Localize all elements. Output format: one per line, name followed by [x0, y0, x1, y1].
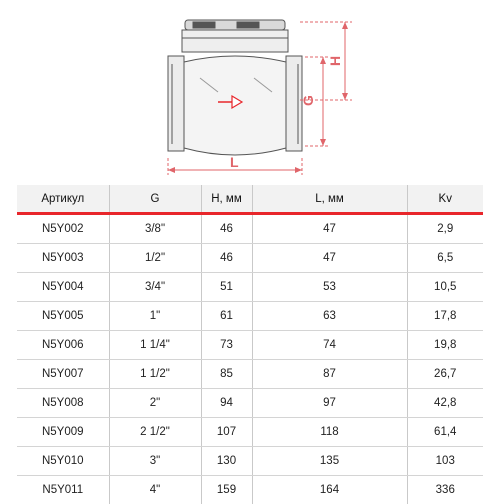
column-header-article: Артикул — [17, 185, 109, 214]
table-row — [17, 214, 483, 244]
cell-kv: 6,5 — [407, 244, 483, 273]
cell-article: N5Y007 — [17, 360, 109, 389]
cell-kv: 2,9 — [407, 214, 483, 244]
cell-h: 73 — [201, 331, 252, 360]
cell-l: 135 — [252, 447, 407, 476]
table-row — [17, 331, 483, 360]
valve-body — [168, 20, 302, 155]
cell-g: 3/8" — [109, 214, 201, 244]
cell-kv: 42,8 — [407, 389, 483, 418]
cell-l: 87 — [252, 360, 407, 389]
cell-kv: 19,8 — [407, 331, 483, 360]
cell-g: 4" — [109, 476, 201, 504]
cell-kv: 17,8 — [407, 302, 483, 331]
cell-h: 85 — [201, 360, 252, 389]
cell-kv: 336 — [407, 476, 483, 504]
cell-h: 46 — [201, 214, 252, 244]
cell-l: 53 — [252, 273, 407, 302]
cell-kv: 26,7 — [407, 360, 483, 389]
cell-h: 130 — [201, 447, 252, 476]
cell-h: 51 — [201, 273, 252, 302]
cell-l: 164 — [252, 476, 407, 504]
cell-kv: 10,5 — [407, 273, 483, 302]
column-header-l: L, мм — [252, 185, 407, 214]
valve-drawing — [0, 0, 500, 185]
cell-h: 159 — [201, 476, 252, 504]
table-header-row — [17, 185, 483, 214]
length-label: L — [230, 154, 239, 170]
cell-kv: 103 — [407, 447, 483, 476]
cell-g: 3" — [109, 447, 201, 476]
cell-article: N5Y010 — [17, 447, 109, 476]
table-row — [17, 447, 483, 476]
cell-kv: 61,4 — [407, 418, 483, 447]
cell-article: N5Y011 — [17, 476, 109, 504]
column-header-h: H, мм — [201, 185, 252, 214]
cell-article: N5Y002 — [17, 214, 109, 244]
table-row — [17, 389, 483, 418]
cell-h: 46 — [201, 244, 252, 273]
cell-h: 94 — [201, 389, 252, 418]
table-row — [17, 418, 483, 447]
cell-article: N5Y004 — [17, 273, 109, 302]
table-row — [17, 244, 483, 273]
cell-article: N5Y003 — [17, 244, 109, 273]
cell-article: N5Y006 — [17, 331, 109, 360]
column-header-kv: Kv — [407, 185, 483, 214]
height-label: H — [327, 56, 343, 66]
column-header-g: G — [109, 185, 201, 214]
cell-g: 1 1/2" — [109, 360, 201, 389]
cell-h: 107 — [201, 418, 252, 447]
cell-article: N5Y008 — [17, 389, 109, 418]
cell-l: 118 — [252, 418, 407, 447]
cell-g: 1" — [109, 302, 201, 331]
cell-article: N5Y009 — [17, 418, 109, 447]
cell-g: 2 1/2" — [109, 418, 201, 447]
cell-l: 47 — [252, 214, 407, 244]
table-row — [17, 302, 483, 331]
cell-g: 1/2" — [109, 244, 201, 273]
cell-l: 63 — [252, 302, 407, 331]
cell-l: 97 — [252, 389, 407, 418]
cell-l: 74 — [252, 331, 407, 360]
cell-g: 1 1/4" — [109, 331, 201, 360]
cell-article: N5Y005 — [17, 302, 109, 331]
cell-g: 3/4" — [109, 273, 201, 302]
table-row — [17, 273, 483, 302]
table-row — [17, 360, 483, 389]
cell-g: 2" — [109, 389, 201, 418]
cell-h: 61 — [201, 302, 252, 331]
cell-l: 47 — [252, 244, 407, 273]
specification-table — [17, 185, 483, 504]
thread-label: G — [300, 95, 316, 106]
